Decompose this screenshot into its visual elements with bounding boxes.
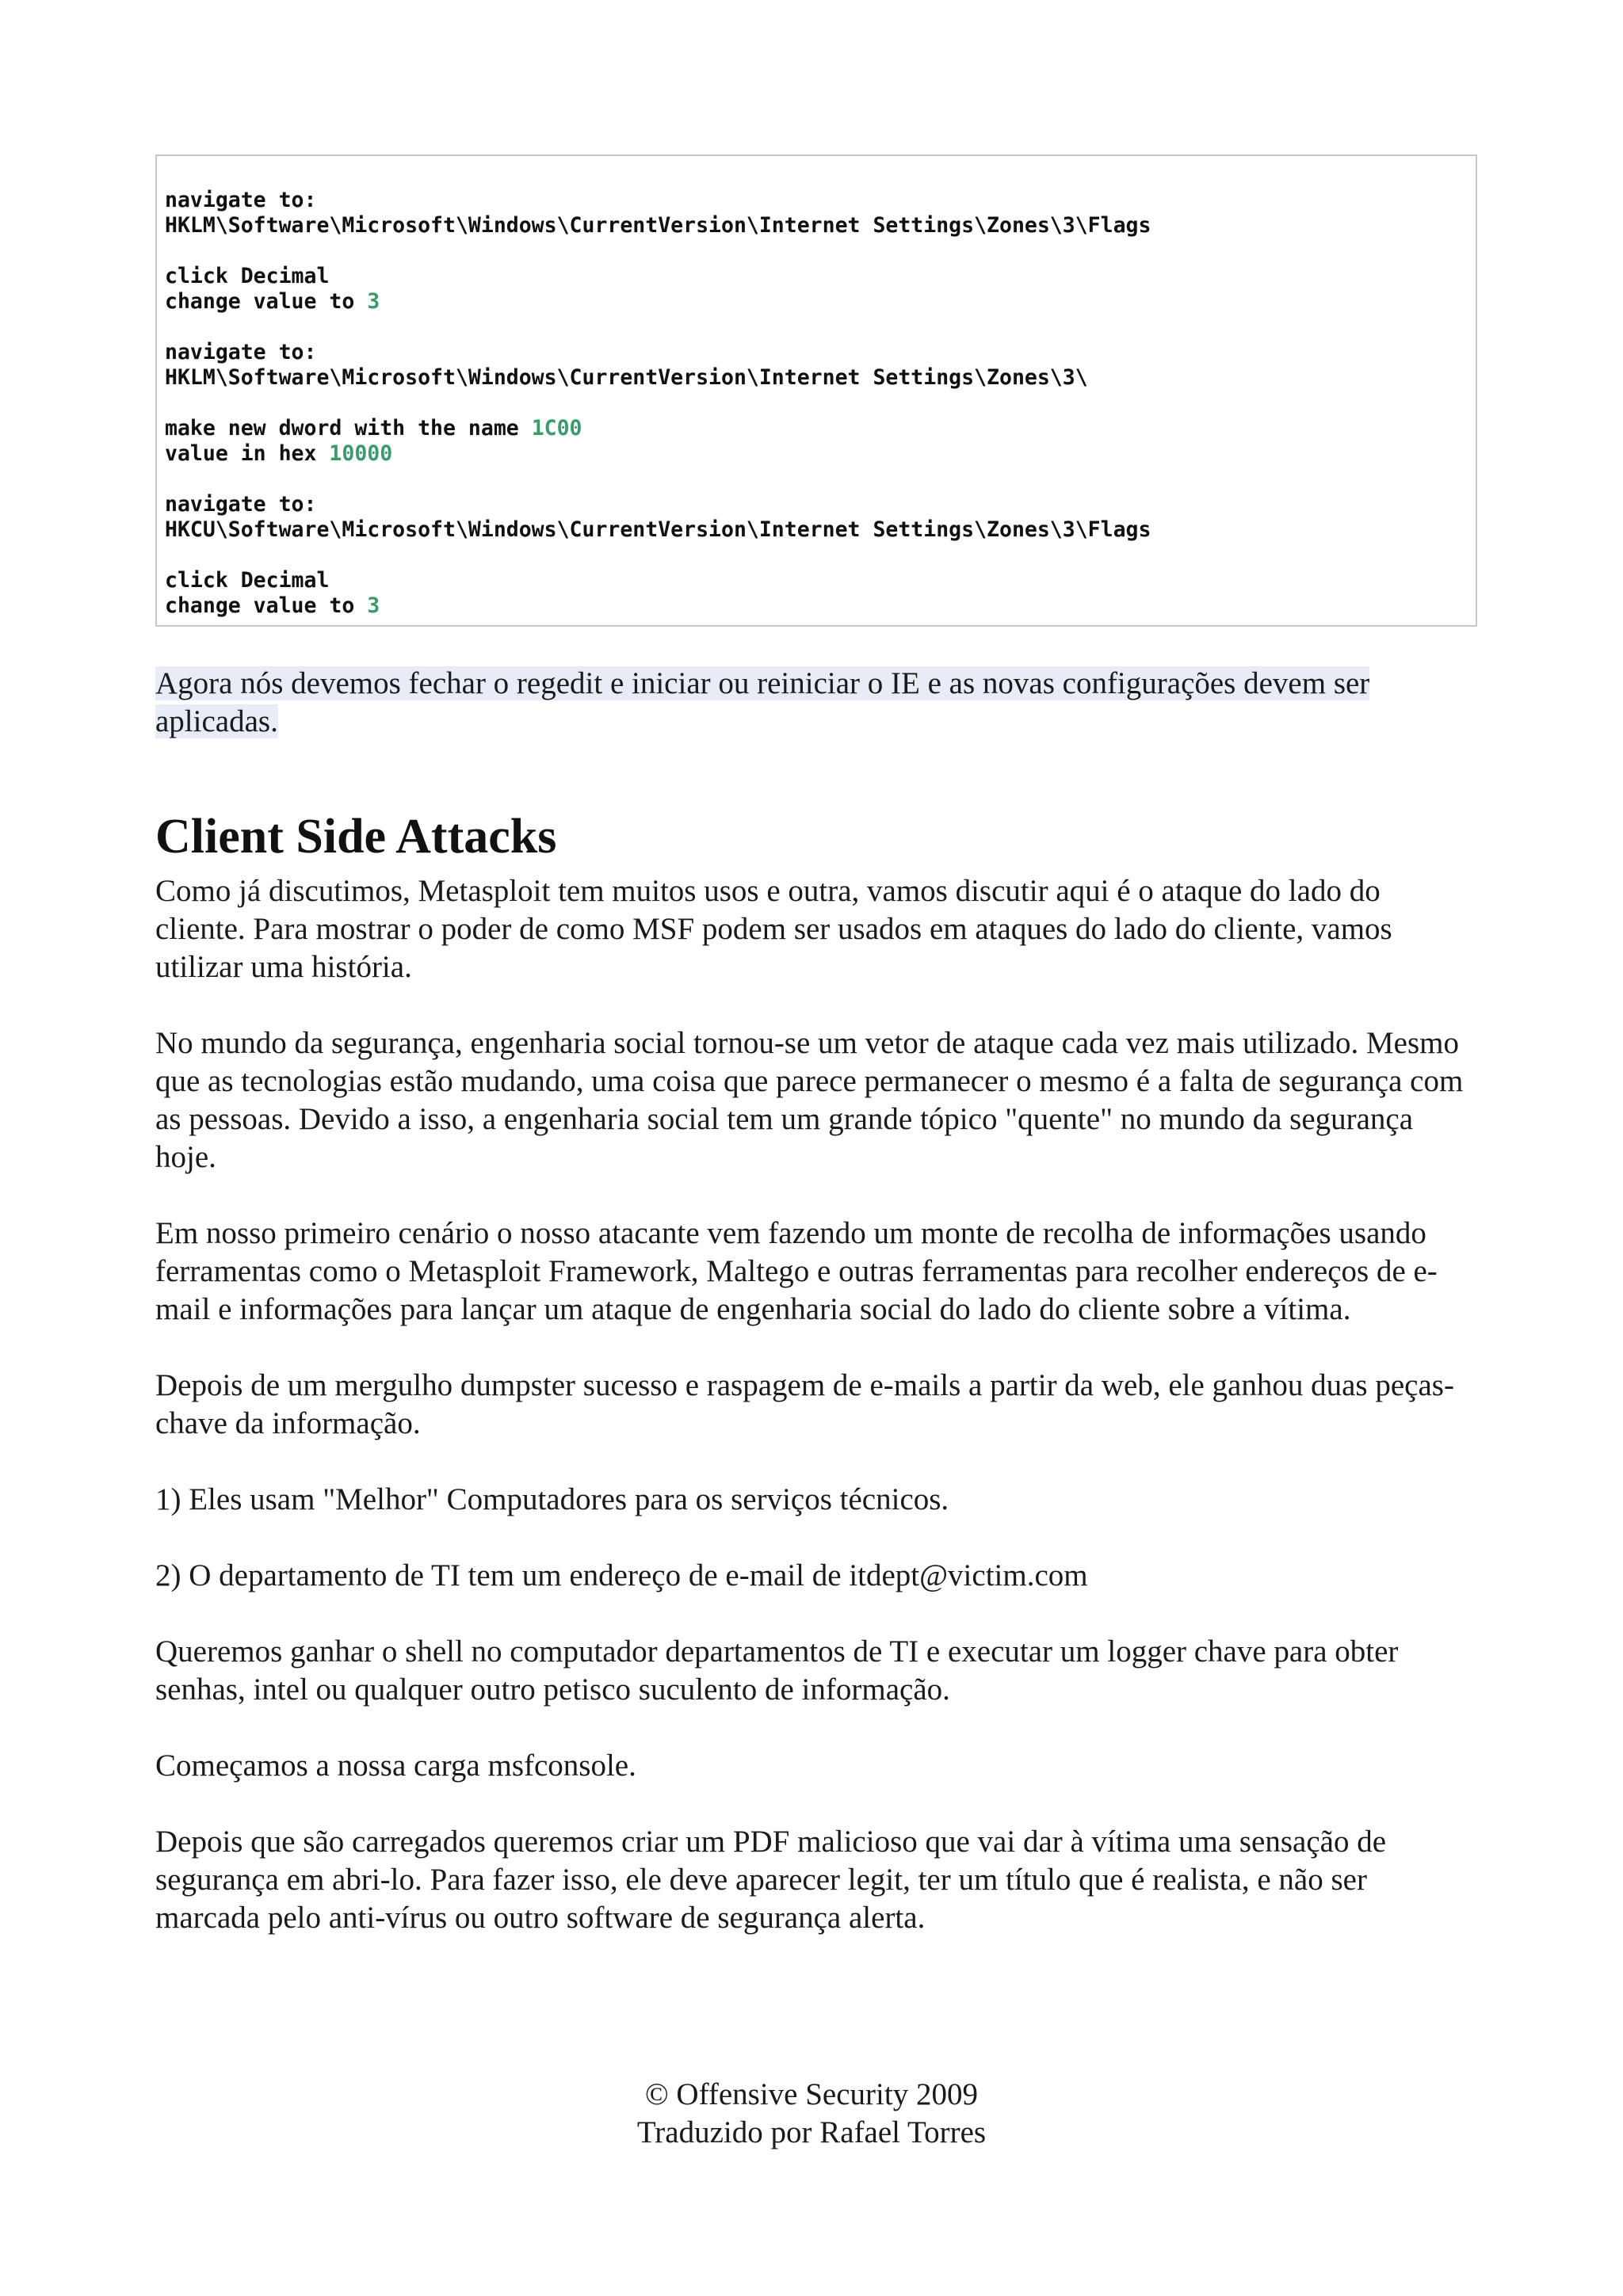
paragraph: Em nosso primeiro cenário o nosso atacante vem fazendo um monte de recolha de informações usando ferramentas como o Metasploit Framework, Maltego e outras ferramentas para recolher endereços de e-mail e informações para lançar um ataque de engenharia social do lado do cliente sobre a vítima. [155,1216,1438,1326]
code-value: 10000 [329,441,393,466]
paragraph: Queremos ganhar o shell no computador departamentos de TI e executar um logger chave para obter senhas, intel ou qualquer outro petisco suculento de informação. [155,1634,1399,1707]
code-text: navigate to: [165,492,317,517]
paragraph: Começamos a nossa carga msfconsole. [155,1749,636,1783]
body-text [155,872,1477,1937]
code-blank-line [165,315,1468,340]
code-line [165,593,1468,619]
code-line [165,264,1468,289]
code-line [165,492,1468,517]
code-line [165,416,1468,441]
paragraph: Depois de um mergulho dumpster sucesso e raspagem de e-mails a partir da web, ele ganhou duas peças-chave da informação. [155,1368,1454,1440]
paragraph: 1) Eles usam "Melhor" Computadores para os serviços técnicos. [155,1482,949,1516]
code-text: navigate to: [165,188,317,212]
code-text: click Decimal [165,264,330,288]
code-line [165,213,1468,238]
code-line [165,340,1468,365]
code-line [165,188,1468,213]
code-line [165,289,1468,315]
selected-text: Agora nós devemos fechar o regedit e iniciar ou reiniciar o IE e as novas configurações devem ser aplicadas. [155,666,1370,738]
code-value: 3 [367,289,380,314]
after-code-paragraph [155,665,1477,741]
document-page [155,154,1477,1937]
code-text: make new dword with the name [165,416,532,441]
code-text: HKLM\Software\Microsoft\Windows\CurrentVersion\Internet Settings\Zones\3\ [165,365,1088,390]
code-blank-line [165,238,1468,264]
code-block [155,154,1477,627]
code-text: change value to [165,289,368,314]
code-text: change value to [165,593,368,618]
code-blank-line [165,467,1468,492]
code-value: 1C00 [531,416,582,441]
footer-translator: Traduzido por Rafael Torres [636,2115,987,2149]
code-text: HKCU\Software\Microsoft\Windows\CurrentVersion\Internet Settings\Zones\3\Flags [165,517,1151,542]
code-line [165,365,1468,391]
code-text: value in hex [165,441,330,466]
paragraph: Depois que são carregados queremos criar um PDF malicioso que vai dar à vítima uma sensação de segurança em abri-lo. Para fazer isso, ele deve aparecer legit, ter um título que é realista, e não ser marcada pelo anti-vírus ou outro software de segurança alerta. [155,1825,1387,1935]
section-title: Client Side Attacks [155,810,557,864]
code-line [165,517,1468,543]
code-value: 3 [367,593,380,618]
paragraph: Como já discutimos, Metasploit tem muitos usos e outra, vamos discutir aqui é o ataque do lado do cliente. Para mostrar o poder de como MSF podem ser usados em ataques do lado do cliente, vamos utilizar uma história. [155,874,1392,984]
code-text: HKLM\Software\Microsoft\Windows\CurrentVersion\Internet Settings\Zones\3\Flags [165,213,1151,238]
paragraph: 2) O departamento de TI tem um endereço de e-mail de itdept@victim.com [155,1558,1088,1592]
code-blank-line [165,543,1468,568]
page-footer [0,2076,1623,2152]
code-line [165,568,1468,593]
footer-copyright: © Offensive Security 2009 [645,2077,978,2111]
code-line [165,441,1468,467]
code-text: click Decimal [165,568,330,593]
paragraph: No mundo da segurança, engenharia social tornou-se um vetor de ataque cada vez mais utilizado. Mesmo que as tecnologias estão mudando, uma coisa que parece permanecer o mesmo é a falta de segurança com as pessoas. Devido a isso, a engenharia social tem um grande tópico "quente" no mundo da segurança hoje. [155,1026,1464,1174]
code-blank-line [165,391,1468,416]
code-text: navigate to: [165,340,317,364]
